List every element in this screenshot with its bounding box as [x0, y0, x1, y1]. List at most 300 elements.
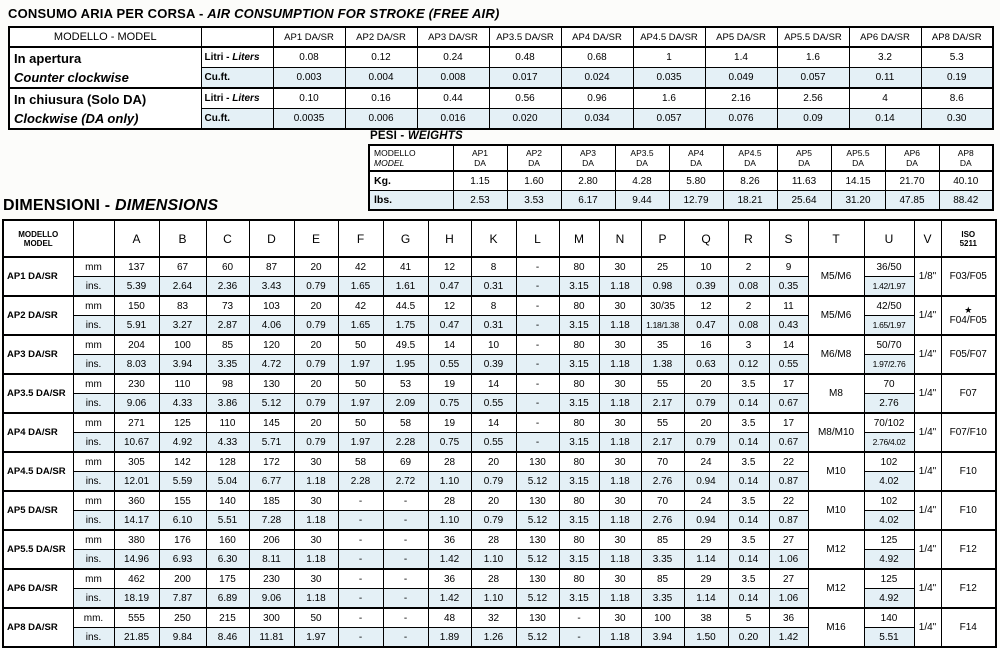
value-cell: -	[383, 530, 428, 550]
value-cell: 10.67	[114, 433, 159, 453]
value-cell: 3	[728, 335, 769, 355]
value-cell: 462	[114, 569, 159, 589]
model-header-line1: MODELLO	[374, 148, 416, 158]
model-label: AP5.5 DA/SR	[3, 530, 73, 569]
value-cell: 3.43	[249, 277, 294, 297]
model-header: AP8 DA/SR	[921, 27, 993, 47]
value-cell: 0.12	[728, 355, 769, 375]
value-cell: 380	[114, 530, 159, 550]
value-cell: 0.43	[769, 316, 808, 336]
value-cell: 85	[641, 569, 684, 589]
value-cell: 3.5	[728, 491, 769, 511]
unit-label	[201, 88, 273, 109]
model-name: AP6	[903, 148, 921, 158]
value-cell: 80	[559, 335, 599, 355]
value-cell: 3.5	[728, 452, 769, 472]
dimension-column-header: F	[338, 220, 383, 257]
dimensions-title-en: DIMENSIONS	[114, 197, 219, 214]
value-cell: 5.12	[516, 550, 559, 570]
unit-label-mm: mm	[73, 530, 114, 550]
value-cell: 204	[114, 335, 159, 355]
value-cell: 5.39	[114, 277, 159, 297]
value-cell: 0.006	[345, 109, 417, 130]
value-cell: 1.65	[338, 316, 383, 336]
dimension-column-header: U	[864, 220, 914, 257]
value-cell: 67	[159, 257, 206, 277]
port-size-cell: 1/4"	[914, 608, 941, 647]
weights-title	[370, 130, 994, 142]
iso-flange-value: F14	[959, 622, 977, 633]
dimension-column-header: E	[294, 220, 338, 257]
value-cell: 80	[559, 374, 599, 394]
dimensions-title-it: DIMENSIONI -	[3, 197, 115, 214]
value-cell: 53	[383, 374, 428, 394]
model-header: AP4 DA/SR	[561, 27, 633, 47]
value-cell: 2.76	[641, 472, 684, 492]
value-cell: 3.53	[507, 191, 561, 211]
value-cell: 1.26	[471, 628, 516, 648]
iso-note-star: ★	[964, 304, 973, 315]
value-cell: 30	[294, 452, 338, 472]
value-cell: -	[338, 589, 383, 609]
unit-label	[201, 47, 273, 68]
row-group-label	[9, 47, 201, 88]
value-cell: 1.18	[599, 550, 641, 570]
value-cell: 1.4	[705, 47, 777, 68]
value-cell: 0.16	[345, 88, 417, 109]
dimension-column-header: V	[914, 220, 941, 257]
unit-label	[201, 68, 273, 89]
value-cell: 145	[249, 413, 294, 433]
unit-label-ins: ins.	[73, 433, 114, 453]
value-cell: 3.35	[641, 550, 684, 570]
value-cell: 0.0035	[273, 109, 345, 130]
value-cell: 1.97	[294, 628, 338, 648]
value-cell: -	[559, 628, 599, 648]
unit-label-ins: ins.	[73, 550, 114, 570]
value-cell: 55	[641, 374, 684, 394]
value-cell: 137	[114, 257, 159, 277]
model-sub: DA	[798, 158, 810, 168]
value-cell: 1.18	[294, 511, 338, 531]
value-cell: 6.77	[249, 472, 294, 492]
value-cell: 3.5	[728, 530, 769, 550]
value-cell: -	[383, 628, 428, 648]
u-mm-cell: 125	[864, 530, 914, 550]
model-label: AP3.5 DA/SR	[3, 374, 73, 413]
value-cell: -	[516, 394, 559, 414]
value-cell: 30	[294, 491, 338, 511]
value-cell: 0.47	[428, 316, 471, 336]
value-cell: 0.44	[417, 88, 489, 109]
value-cell: 0.14	[728, 472, 769, 492]
value-cell: 0.020	[489, 109, 561, 130]
value-cell: 0.55	[471, 433, 516, 453]
value-cell: 1.18	[599, 511, 641, 531]
iso-flange-cell	[941, 413, 996, 452]
model-sub: DA	[690, 158, 702, 168]
unit-label-en: Liters	[232, 52, 260, 63]
value-cell: 30	[599, 569, 641, 589]
value-cell: 0.35	[769, 277, 808, 297]
value-cell: 1.18	[599, 355, 641, 375]
model-name: AP2	[525, 148, 543, 158]
value-cell: 8.6	[921, 88, 993, 109]
value-cell: 130	[516, 452, 559, 472]
u-mm-cell: 36/50	[864, 257, 914, 277]
unit-label	[201, 109, 273, 130]
value-cell: 185	[249, 491, 294, 511]
table-row-mm	[3, 296, 996, 316]
thread-cell: M5/M6	[808, 257, 864, 296]
value-cell: 175	[206, 569, 249, 589]
value-cell: -	[516, 413, 559, 433]
value-cell: 8.11	[249, 550, 294, 570]
value-cell: 12.79	[669, 191, 723, 211]
value-cell: 14	[428, 335, 471, 355]
value-cell: 1.42	[769, 628, 808, 648]
value-cell: 230	[114, 374, 159, 394]
value-cell: 6.10	[159, 511, 206, 531]
thread-cell: M12	[808, 530, 864, 569]
value-cell: 2.53	[453, 191, 507, 211]
u-mm-cell: 70	[864, 374, 914, 394]
value-cell: 3.15	[559, 316, 599, 336]
model-header	[561, 145, 615, 171]
u-ins-cell: 5.51	[864, 628, 914, 648]
value-cell: 6.89	[206, 589, 249, 609]
value-cell: 0.057	[777, 68, 849, 89]
value-cell: 8	[471, 257, 516, 277]
value-cell: 1.75	[383, 316, 428, 336]
model-name: AP5	[795, 148, 813, 158]
value-cell: 7.28	[249, 511, 294, 531]
iso-flange-cell	[941, 608, 996, 647]
value-cell: 28	[428, 452, 471, 472]
unit-label-ins: ins.	[73, 472, 114, 492]
dimension-column-header: N	[599, 220, 641, 257]
value-cell: 83	[159, 296, 206, 316]
value-cell: 0.47	[684, 316, 728, 336]
value-cell: 58	[338, 452, 383, 472]
value-cell: 0.79	[294, 316, 338, 336]
value-cell: 1.97	[338, 355, 383, 375]
dimension-column-header: P	[641, 220, 684, 257]
value-cell: 5.3	[921, 47, 993, 68]
dimensions-title	[3, 197, 218, 215]
value-cell: 0.14	[728, 511, 769, 531]
value-cell: 8	[471, 296, 516, 316]
iso-flange-value: F07/F10	[949, 427, 987, 438]
value-cell: 80	[559, 413, 599, 433]
value-cell: 4.33	[206, 433, 249, 453]
model-label: AP2 DA/SR	[3, 296, 73, 335]
value-cell: -	[516, 296, 559, 316]
value-cell: 30	[599, 335, 641, 355]
value-cell: 3.5	[728, 374, 769, 394]
iso-flange-value: F10	[959, 466, 977, 477]
model-label: AP6 DA/SR	[3, 569, 73, 608]
value-cell: 32	[471, 608, 516, 628]
u-ins-cell: 2.76	[864, 394, 914, 414]
value-cell: 30	[294, 530, 338, 550]
model-header-line2: MODEL	[23, 238, 53, 248]
value-cell: 1.18/1.38	[641, 316, 684, 336]
value-cell: 2.28	[338, 472, 383, 492]
value-cell: 1.14	[684, 550, 728, 570]
value-cell: 14	[471, 413, 516, 433]
row-label-italian: In apertura	[14, 50, 82, 66]
value-cell: 3.15	[559, 472, 599, 492]
value-cell: 0.96	[561, 88, 633, 109]
model-column-header	[3, 220, 73, 257]
unit-label-it: Litri -	[204, 93, 233, 104]
value-cell: 0.75	[428, 394, 471, 414]
value-cell: 0.24	[417, 47, 489, 68]
value-cell: 0.30	[921, 109, 993, 130]
value-cell: 12	[684, 296, 728, 316]
dimension-column-header: Q	[684, 220, 728, 257]
value-cell: 215	[206, 608, 249, 628]
value-cell: 1.18	[294, 550, 338, 570]
value-cell: 0.55	[428, 355, 471, 375]
value-cell: 4	[849, 88, 921, 109]
model-label: AP4.5 DA/SR	[3, 452, 73, 491]
port-size-cell: 1/4"	[914, 296, 941, 335]
value-cell: 4.72	[249, 355, 294, 375]
value-cell: 3.86	[206, 394, 249, 414]
value-cell: 130	[516, 569, 559, 589]
iso-flange-value: F10	[959, 505, 977, 516]
value-cell: 5.12	[249, 394, 294, 414]
value-cell: 20	[294, 413, 338, 433]
value-cell: 30	[599, 452, 641, 472]
value-cell: 22	[769, 452, 808, 472]
value-cell: 6.93	[159, 550, 206, 570]
value-cell: 50	[338, 374, 383, 394]
unit-label-mm: mm	[73, 257, 114, 277]
u-mm-cell: 42/50	[864, 296, 914, 316]
value-cell: 5.91	[114, 316, 159, 336]
value-cell: 0.55	[471, 394, 516, 414]
u-ins-cell: 4.92	[864, 589, 914, 609]
value-cell: 18.19	[114, 589, 159, 609]
value-cell: 87	[249, 257, 294, 277]
value-cell: 0.79	[471, 511, 516, 531]
model-header: AP5 DA/SR	[705, 27, 777, 47]
value-cell: 36	[769, 608, 808, 628]
value-cell: 2.28	[383, 433, 428, 453]
value-cell: 1.10	[428, 472, 471, 492]
u-ins-cell: 2.76/4.02	[864, 433, 914, 453]
value-cell: 360	[114, 491, 159, 511]
row-label: Kg.	[369, 171, 453, 191]
value-cell: 21.70	[885, 171, 939, 191]
u-mm-cell: 102	[864, 491, 914, 511]
value-cell: 0.39	[471, 355, 516, 375]
model-header	[507, 145, 561, 171]
value-cell: -	[383, 491, 428, 511]
value-cell: 42	[338, 296, 383, 316]
value-cell: 160	[206, 530, 249, 550]
value-cell: 25	[641, 257, 684, 277]
model-header	[831, 145, 885, 171]
u-ins-cell: 4.02	[864, 511, 914, 531]
value-cell: 5.71	[249, 433, 294, 453]
value-cell: 130	[516, 491, 559, 511]
weights-title-it: PESI -	[370, 130, 408, 142]
value-cell: 3.15	[559, 277, 599, 297]
model-header	[777, 145, 831, 171]
u-mm-cell: 125	[864, 569, 914, 589]
value-cell: 5.12	[516, 511, 559, 531]
unit-label-mm: mm	[73, 569, 114, 589]
value-cell: 60	[206, 257, 249, 277]
value-cell: 0.14	[728, 394, 769, 414]
value-cell: 1.61	[383, 277, 428, 297]
value-cell: 0.48	[489, 47, 561, 68]
value-cell: 3.15	[559, 394, 599, 414]
value-cell: -	[338, 608, 383, 628]
port-size-cell: 1/4"	[914, 413, 941, 452]
model-name: AP4.5	[738, 148, 762, 158]
value-cell: 0.79	[684, 394, 728, 414]
value-cell: 0.67	[769, 394, 808, 414]
value-cell: 3.35	[641, 589, 684, 609]
value-cell: 0.79	[294, 355, 338, 375]
value-cell: -	[383, 511, 428, 531]
value-cell: 200	[159, 569, 206, 589]
header-row	[369, 145, 993, 171]
value-cell: 36	[428, 569, 471, 589]
value-cell: 2.64	[159, 277, 206, 297]
value-cell: 1.10	[471, 550, 516, 570]
model-header: AP4.5 DA/SR	[633, 27, 705, 47]
port-size-cell: 1/4"	[914, 491, 941, 530]
value-cell: 5.04	[206, 472, 249, 492]
value-cell: 230	[249, 569, 294, 589]
value-cell: 0.017	[489, 68, 561, 89]
value-cell: 0.016	[417, 109, 489, 130]
value-cell: 0.20	[728, 628, 769, 648]
value-cell: 0.08	[273, 47, 345, 68]
value-cell: 0.08	[728, 277, 769, 297]
value-cell: 5	[728, 608, 769, 628]
value-cell: 2.87	[206, 316, 249, 336]
table-row-mm	[3, 257, 996, 277]
value-cell: 250	[159, 608, 206, 628]
unit-label-mm: mm	[73, 374, 114, 394]
value-cell: 1.60	[507, 171, 561, 191]
model-sub: DA	[474, 158, 486, 168]
value-cell: 20	[294, 257, 338, 277]
value-cell: 30	[599, 257, 641, 277]
value-cell: 305	[114, 452, 159, 472]
value-cell: 27	[769, 530, 808, 550]
value-cell: 155	[159, 491, 206, 511]
value-cell: 0.14	[728, 550, 769, 570]
header-row	[9, 27, 993, 47]
row-group-label	[9, 88, 201, 129]
unit-label-ins: ins.	[73, 628, 114, 648]
model-column-header: MODELLO - MODEL	[9, 27, 201, 47]
value-cell: 9.06	[114, 394, 159, 414]
value-cell: 1.50	[684, 628, 728, 648]
value-cell: 12	[428, 257, 471, 277]
value-cell: 30/35	[641, 296, 684, 316]
value-cell: 110	[159, 374, 206, 394]
dimension-column-header: L	[516, 220, 559, 257]
port-size-cell: 1/4"	[914, 335, 941, 374]
value-cell: 3.15	[559, 589, 599, 609]
model-column-header	[369, 145, 453, 171]
model-header	[453, 145, 507, 171]
model-header	[939, 145, 993, 171]
port-size-cell: 1/4"	[914, 530, 941, 569]
value-cell: 50	[338, 413, 383, 433]
value-cell: 1.18	[599, 277, 641, 297]
value-cell: 73	[206, 296, 249, 316]
value-cell: 110	[206, 413, 249, 433]
unit-column-header	[73, 220, 114, 257]
value-cell: 10	[471, 335, 516, 355]
thread-cell: M8	[808, 374, 864, 413]
value-cell: 4.06	[249, 316, 294, 336]
value-cell: 20	[294, 296, 338, 316]
value-cell: 1.6	[777, 47, 849, 68]
model-sub: DA	[959, 158, 972, 168]
value-cell: 30	[599, 491, 641, 511]
iso-header-line2: 5211	[959, 238, 977, 248]
value-cell: -	[516, 316, 559, 336]
model-header: AP6 DA/SR	[849, 27, 921, 47]
value-cell: 0.004	[345, 68, 417, 89]
value-cell: -	[383, 589, 428, 609]
value-cell: 1.18	[599, 316, 641, 336]
value-cell: -	[338, 628, 383, 648]
iso-flange-cell	[941, 530, 996, 569]
value-cell: 0.75	[428, 433, 471, 453]
dimension-column-header: B	[159, 220, 206, 257]
value-cell: 0.87	[769, 511, 808, 531]
value-cell: 100	[159, 335, 206, 355]
unit-label-mm: mm	[73, 413, 114, 433]
value-cell: 0.034	[561, 109, 633, 130]
value-cell: 1.10	[471, 589, 516, 609]
dimension-column-header: K	[471, 220, 516, 257]
table-row	[9, 88, 993, 109]
model-header-line2: MODEL	[374, 158, 405, 168]
unit-label-it: Litri -	[204, 52, 233, 63]
value-cell: 0.79	[294, 433, 338, 453]
iso-header-line1: ISO	[961, 229, 976, 239]
value-cell: 30	[294, 569, 338, 589]
value-cell: 0.049	[705, 68, 777, 89]
unit-label-ins: ins.	[73, 511, 114, 531]
model-header: AP1 DA/SR	[273, 27, 345, 47]
model-header: AP2 DA/SR	[345, 27, 417, 47]
value-cell: -	[338, 569, 383, 589]
iso-flange-cell	[941, 257, 996, 296]
value-cell: 30	[599, 374, 641, 394]
value-cell: 88.42	[939, 191, 993, 211]
row-label-english: Clockwise (DA only)	[14, 110, 139, 126]
value-cell: 0.14	[728, 433, 769, 453]
value-cell: -	[338, 511, 383, 531]
unit-label-ins: ins.	[73, 355, 114, 375]
value-cell: 5.12	[516, 589, 559, 609]
value-cell: 1.18	[294, 472, 338, 492]
